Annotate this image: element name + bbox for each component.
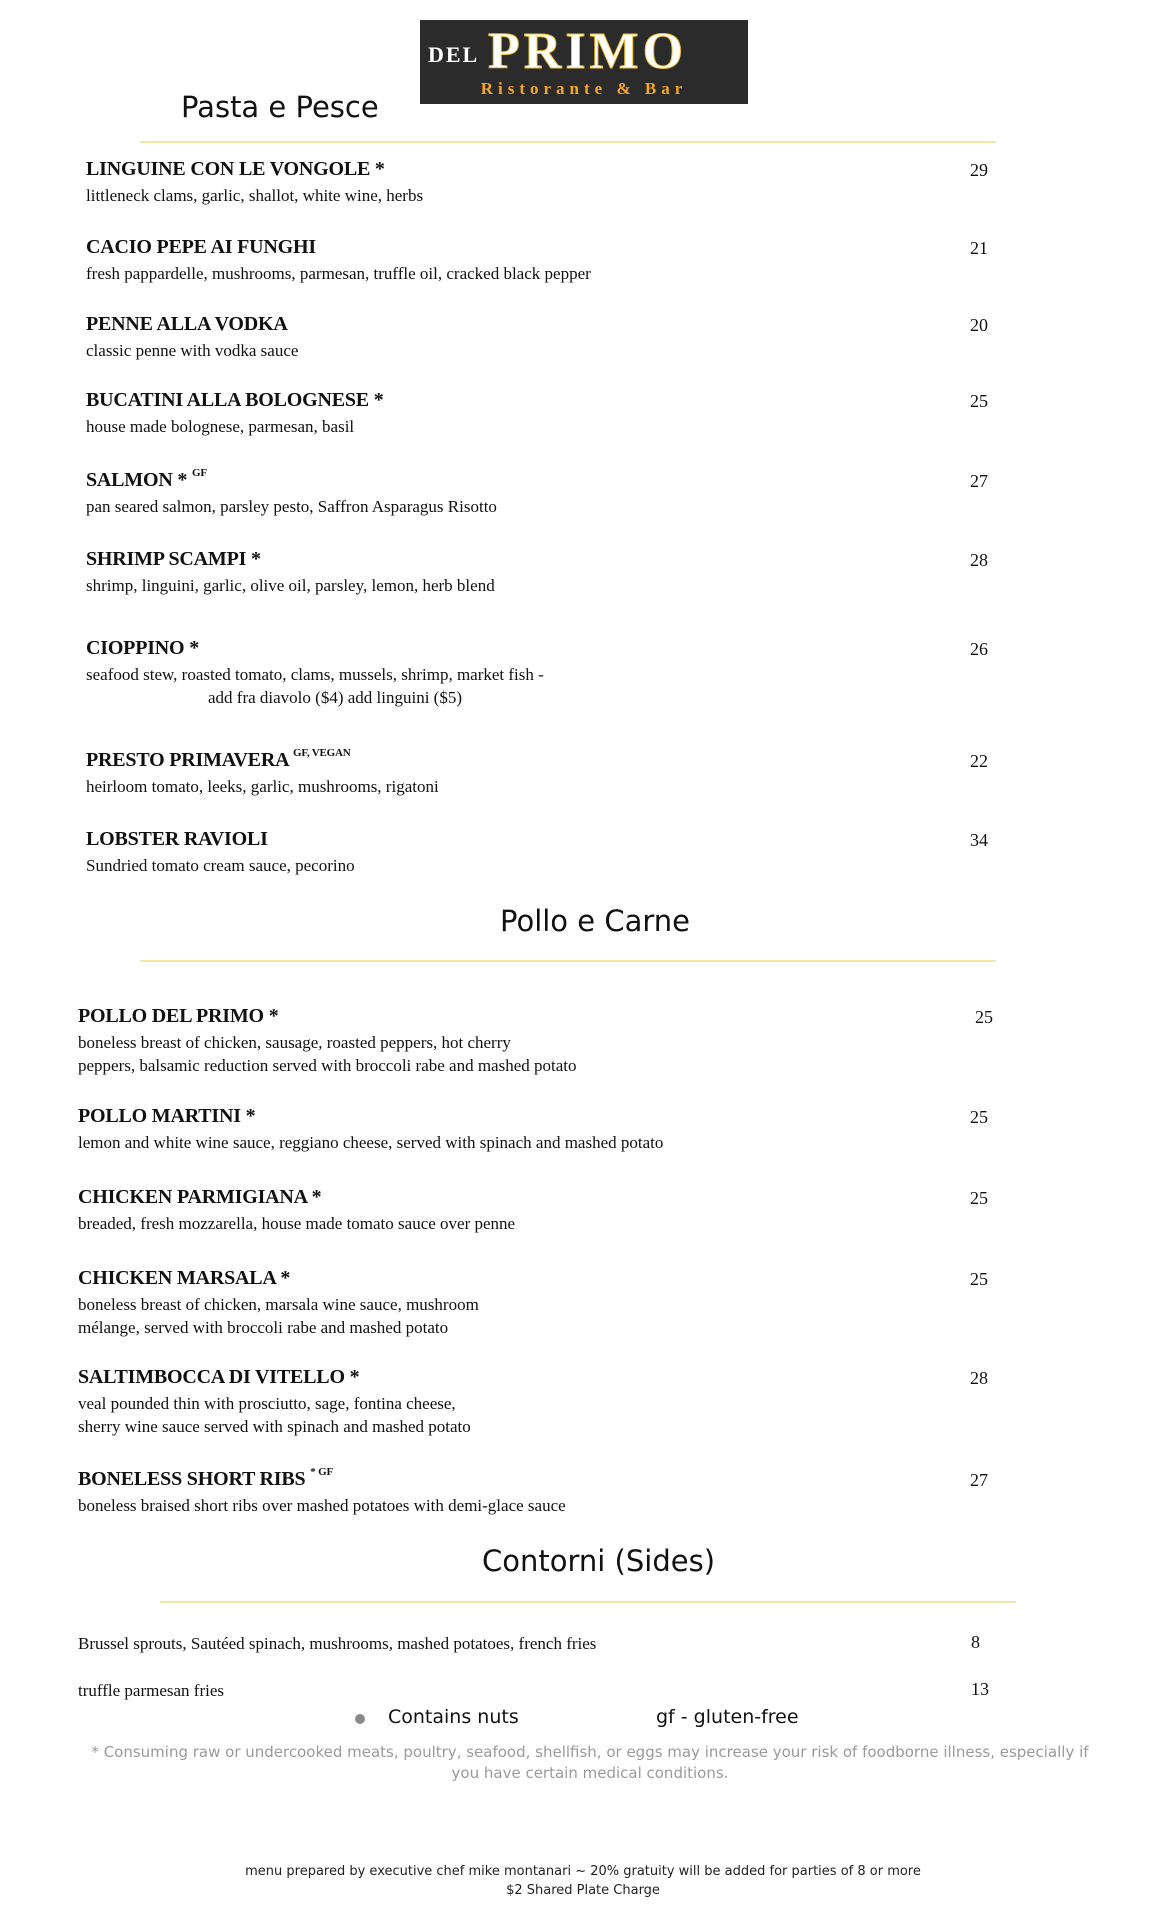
pollo-item-name bbox=[78, 1186, 321, 1209]
item-name-text: SHRIMP SCAMPI * bbox=[86, 548, 261, 570]
logo-del-text: DEL bbox=[428, 42, 480, 67]
section-divider bbox=[160, 1601, 1016, 1603]
pollo-item-price: 27 bbox=[970, 1470, 988, 1490]
item-name-text: POLLO DEL PRIMO * bbox=[78, 1005, 279, 1027]
side-item-price: 13 bbox=[971, 1679, 989, 1699]
pasta-item-description: heirloom tomato, leeks, garlic, mushrooms, rigatoni bbox=[86, 777, 439, 796]
pollo-item-description: boneless breast of chicken, marsala wine sauce, mushroom bbox=[78, 1295, 479, 1314]
pollo-item-description: boneless breast of chicken, sausage, roasted peppers, hot cherry bbox=[78, 1033, 511, 1052]
item-name-text: BUCATINI ALLA BOLOGNESE * bbox=[86, 389, 384, 411]
item-name-text: PENNE ALLA VODKA bbox=[86, 313, 288, 335]
pasta-item-description: littleneck clams, garlic, shallot, white wine, herbs bbox=[86, 186, 424, 205]
pasta-item-name bbox=[86, 637, 199, 660]
pollo-item-description: breaded, fresh mozzarella, house made tomato sauce over penne bbox=[78, 1214, 516, 1233]
pollo-item-description: peppers, balsamic reduction served with broccoli rabe and mashed potato bbox=[78, 1056, 577, 1075]
nuts-bullet-icon bbox=[355, 1714, 365, 1724]
item-name-text: LINGUINE CON LE VONGOLE * bbox=[86, 158, 385, 180]
item-name-text: CHICKEN MARSALA * bbox=[78, 1267, 291, 1289]
item-name-text: CHICKEN PARMIGIANA * bbox=[78, 1186, 322, 1208]
item-name-text: CIOPPINO * bbox=[86, 637, 200, 659]
pollo-item-description: lemon and white wine sauce, reggiano cheese, served with spinach and mashed potato bbox=[78, 1133, 664, 1152]
section-title-pollo: Pollo e Carne bbox=[500, 904, 690, 938]
pollo-item-price: 25 bbox=[970, 1107, 988, 1127]
pasta-item-name bbox=[86, 236, 316, 259]
pasta-item-price: 25 bbox=[970, 391, 988, 411]
section-divider bbox=[140, 141, 996, 143]
item-name-text: BONELESS SHORT RIBS bbox=[78, 1468, 306, 1490]
pasta-item-price: 28 bbox=[970, 550, 988, 570]
item-name-text: LOBSTER RAVIOLI bbox=[86, 828, 268, 850]
pasta-item-description: classic penne with vodka sauce bbox=[86, 341, 299, 360]
pasta-item-description: fresh pappardelle, mushrooms, parmesan, truffle oil, cracked black pepper bbox=[86, 264, 591, 283]
pollo-item-name bbox=[78, 1366, 359, 1389]
pasta-item-price: 26 bbox=[970, 639, 988, 659]
food-safety-disclaimer: * Consuming raw or undercooked meats, poultry, seafood, shellfish, or eggs may increase your risk of foodborne illness, especially if you have certain medical conditions. bbox=[91, 1743, 1089, 1782]
side-item-price: 8 bbox=[971, 1632, 980, 1652]
legend-contains-nuts: Contains nuts bbox=[388, 1706, 519, 1728]
item-name-text: POLLO MARTINI * bbox=[78, 1105, 256, 1127]
pasta-item-name bbox=[86, 828, 268, 851]
dietary-tag: GF, VEGAN bbox=[293, 747, 351, 760]
pasta-item-description: shrimp, linguini, garlic, olive oil, parsley, lemon, herb blend bbox=[86, 576, 495, 595]
pollo-item-price: 28 bbox=[970, 1368, 988, 1388]
pasta-item-name bbox=[86, 548, 261, 571]
pollo-item-name bbox=[78, 1105, 255, 1128]
restaurant-logo bbox=[420, 20, 748, 104]
pasta-item-price: 20 bbox=[970, 315, 988, 335]
item-name-text: SALTIMBOCCA DI VITELLO * bbox=[78, 1366, 360, 1388]
logo-subtitle: Ristorante & Bar bbox=[480, 79, 688, 98]
pasta-item-price: 27 bbox=[970, 471, 988, 491]
item-name-text: PRESTO PRIMAVERA bbox=[86, 749, 289, 771]
pasta-item-name bbox=[86, 158, 385, 181]
pollo-item-price: 25 bbox=[975, 1007, 993, 1027]
pasta-item-description: add fra diavolo ($4) add linguini ($5) bbox=[208, 688, 462, 707]
pollo-item-description: mélange, served with broccoli rabe and mashed potato bbox=[78, 1318, 449, 1337]
pollo-item-price: 25 bbox=[970, 1269, 988, 1289]
pasta-item-description: house made bolognese, parmesan, basil bbox=[86, 417, 355, 436]
pollo-item-price: 25 bbox=[970, 1188, 988, 1208]
section-title-contorni: Contorni (Sides) bbox=[482, 1544, 716, 1578]
pasta-item-description: Sundried tomato cream sauce, pecorino bbox=[86, 856, 355, 875]
pasta-item-name bbox=[86, 749, 351, 772]
pollo-item-description: veal pounded thin with prosciutto, sage, fontina cheese, bbox=[78, 1394, 456, 1413]
pasta-item-description: seafood stew, roasted tomato, clams, mussels, shrimp, market fish - bbox=[86, 665, 544, 684]
pollo-item-description: sherry wine sauce served with spinach and mashed potato bbox=[78, 1417, 471, 1436]
section-title-pasta: Pasta e Pesce bbox=[181, 90, 379, 124]
pasta-item-description: pan seared salmon, parsley pesto, Saffron Asparagus Risotto bbox=[86, 497, 497, 516]
pasta-item-price: 34 bbox=[970, 830, 988, 850]
item-name-text: SALMON * bbox=[86, 469, 188, 491]
pollo-item-name bbox=[78, 1267, 290, 1290]
logo-primo-text: PRIMO bbox=[488, 23, 688, 80]
pollo-item-name bbox=[78, 1005, 279, 1028]
footer-chef-note: menu prepared by executive chef mike montanari ~ 20% gratuity will be added for parties of 8 or more bbox=[245, 1864, 921, 1879]
pollo-item-description: boneless braised short ribs over mashed potatoes with demi-glace sauce bbox=[78, 1496, 566, 1515]
pasta-item-name bbox=[86, 389, 384, 412]
pollo-item-name bbox=[78, 1468, 333, 1491]
side-item-name: Brussel sprouts, Sautéed spinach, mushrooms, mashed potatoes, french fries bbox=[78, 1634, 597, 1653]
legend-gluten-free: gf - gluten-free bbox=[656, 1706, 799, 1728]
item-name-text: CACIO PEPE AI FUNGHI bbox=[86, 236, 316, 258]
dietary-tag: GF bbox=[192, 467, 207, 480]
pasta-item-price: 29 bbox=[970, 160, 988, 180]
side-item-name: truffle parmesan fries bbox=[78, 1681, 225, 1700]
pasta-item-name bbox=[86, 469, 207, 492]
section-divider bbox=[140, 960, 996, 962]
dietary-tag: * GF bbox=[310, 1466, 333, 1479]
pasta-item-name bbox=[86, 313, 288, 336]
footer-shared-plate: $2 Shared Plate Charge bbox=[506, 1883, 660, 1898]
pasta-item-price: 22 bbox=[970, 751, 988, 771]
pasta-item-price: 21 bbox=[970, 238, 988, 258]
